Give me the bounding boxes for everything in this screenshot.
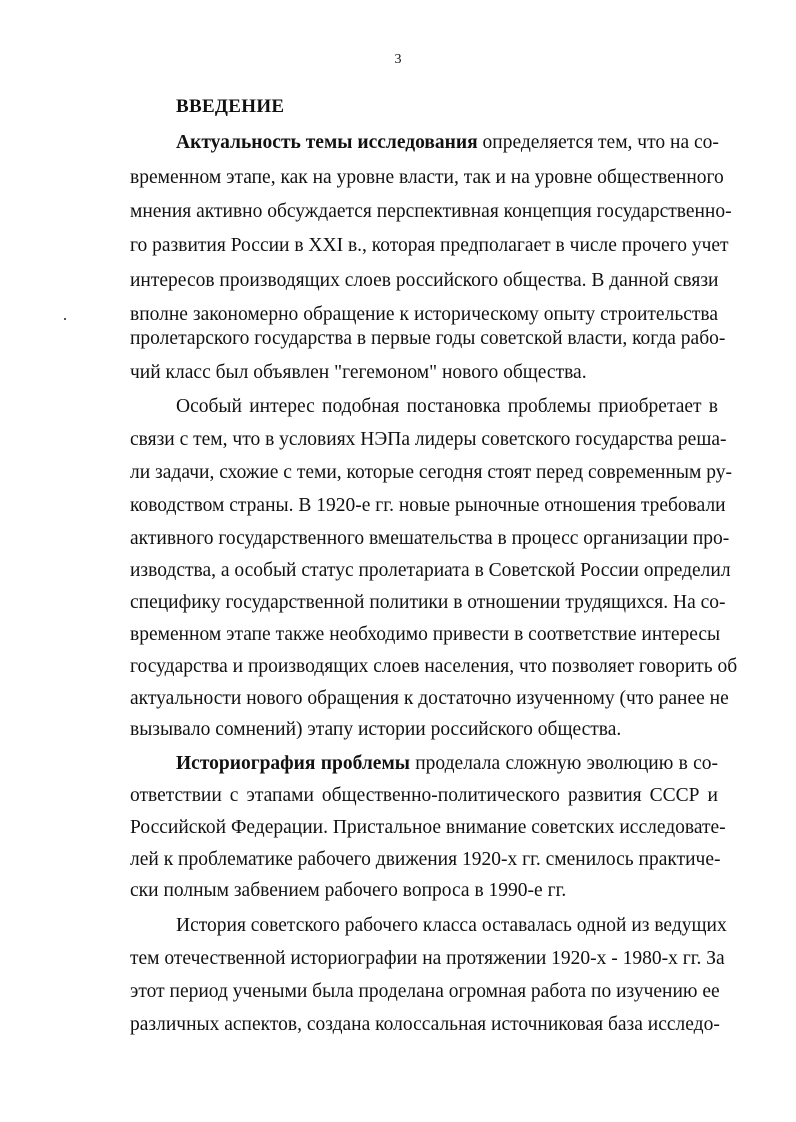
paragraph-line (176, 130, 718, 156)
paragraph-line: мнения активно обсуждается перспективная концепция государственно- (130, 201, 732, 222)
paragraph-line: различных аспектов, создана колоссальная источниковая база исследо- (130, 1014, 720, 1035)
paragraph-line: чий класс был объявлен "гегемоном" нового общества. (130, 362, 587, 383)
paragraph-line: ски полным забвением рабочего вопроса в 1990-е гг. (130, 880, 567, 901)
paragraph-line: История советского рабочего класса оставалась одной из ведущих (176, 915, 727, 936)
paragraph-line (176, 751, 718, 777)
paragraph-line: актуальности нового обращения к достаточно изученному (что ранее не (130, 688, 729, 709)
line-text: определяется тем, что на со- (477, 132, 719, 153)
line-text: проделала сложную эволюцию в со- (409, 753, 718, 774)
paragraph-line: вызывало сомнений) этапу истории российского общества. (130, 719, 622, 740)
paragraph-line: лей к проблематике рабочего движения 1920-х гг. сменилось практиче- (130, 849, 721, 870)
paragraph-line: ответствии с этапами общественно-политического развития СССР и (130, 785, 718, 806)
paragraph-line: вполне закономерно обращение к историческому опыту строительства (130, 304, 718, 325)
paragraph-line: временном этапе, как на уровне власти, так и на уровне общественного (130, 167, 724, 188)
paragraph-line: Особый интерес подобная постановка проблемы приобретает в (176, 396, 718, 417)
paragraph-line: интересов производящих слоев российского общества. В данной связи (130, 270, 719, 291)
paragraph-line: ководством страны. В 1920-е гг. новые рыночные отношения требовали (130, 495, 726, 516)
paragraph-line: тем отечественной историографии на протяжении 1920-х - 1980-х гг. За (130, 948, 725, 969)
paragraph-line: Российской Федерации. Пристальное внимание советских исследовате- (130, 817, 726, 838)
paragraph-line: специфику государственной политики в отношении трудящихся. На со- (130, 592, 726, 613)
paragraph-line: ли задачи, схожие с теми, которые сегодня стоят перед современным ру- (130, 462, 732, 483)
section-heading: ВВЕДЕНИЕ (176, 96, 285, 117)
paragraph-line: го развития России в XXI в., которая предполагает в числе прочего учет (130, 235, 729, 256)
page-number: 3 (394, 52, 402, 67)
paragraph-line: государства и производящих слоев населения, что позволяет говорить об (130, 656, 738, 677)
paragraph-line: этот период учеными была проделана огромная работа по изучению ее (130, 981, 720, 1002)
paragraph-line: связи с тем, что в условиях НЭПа лидеры советского государства реша- (130, 429, 727, 450)
paragraph-line: пролетарского государства в первые годы советской власти, когда рабо- (130, 328, 726, 349)
paragraph-line: временном этапе также необходимо привести в соответствие интересы (130, 624, 721, 645)
paragraph-line: активного государственного вмешательства в процесс организации про- (130, 528, 730, 549)
paragraph-line: изводства, а особый статус пролетариата в Советской России определил (130, 560, 731, 581)
bold-lead: Актуальность темы исследования (176, 132, 478, 153)
bold-lead: Историография проблемы (176, 753, 410, 774)
margin-mark (64, 318, 66, 320)
